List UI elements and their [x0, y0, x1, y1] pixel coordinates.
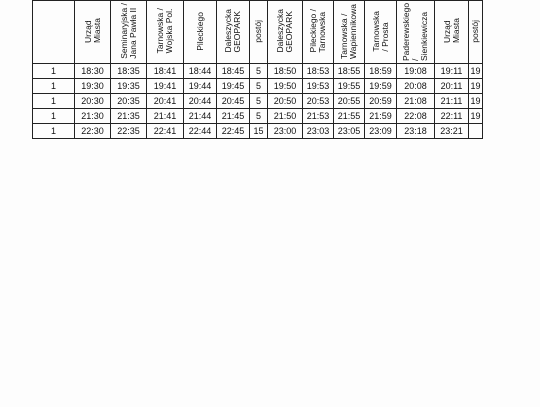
departure-time-cell: 23:21: [435, 124, 469, 139]
table-row: [33, 79, 483, 94]
timetable-header-row: [33, 1, 483, 64]
departure-time-cell: 20:55: [334, 94, 365, 109]
departure-time-cell: 19:55: [334, 79, 365, 94]
route-number-cell: 1: [33, 79, 75, 94]
layover-cell: 19: [469, 64, 483, 79]
departure-time-cell: 22:35: [111, 124, 147, 139]
departure-time-cell: 23:05: [334, 124, 365, 139]
departure-time-cell: 18:41: [147, 64, 184, 79]
header-stop: [303, 1, 334, 64]
header-stop-label: Tarnowska / Wojska Pol.: [155, 8, 174, 54]
departure-time-cell: 21:53: [303, 109, 334, 124]
table-row: [33, 124, 483, 139]
departure-time-cell: 20:08: [397, 79, 435, 94]
departure-time-cell: 20:41: [147, 94, 184, 109]
departure-time-cell: 18:35: [111, 64, 147, 79]
header-stop: [365, 1, 397, 64]
departure-time-cell: 22:11: [435, 109, 469, 124]
header-stop-label: Tarnowska / Prosta: [370, 10, 390, 52]
header-stop: [268, 1, 303, 64]
departure-time-cell: 21:55: [334, 109, 365, 124]
departure-time-cell: 21:45: [217, 109, 250, 124]
header-layover: [469, 1, 483, 64]
departure-time-cell: 20:35: [111, 94, 147, 109]
departure-time-cell: 18:30: [75, 64, 111, 79]
departure-time-cell: 20:50: [268, 94, 303, 109]
departure-time-cell: 19:41: [147, 79, 184, 94]
header-stop-label: Paderewskiego / Sienkiewicza: [401, 2, 429, 61]
table-row: [33, 94, 483, 109]
layover-cell: 5: [250, 94, 268, 109]
departure-time-cell: 18:59: [365, 64, 397, 79]
departure-time-cell: 21:50: [268, 109, 303, 124]
departure-time-cell: 23:00: [268, 124, 303, 139]
header-stop-label: postój: [253, 19, 263, 43]
header-stop: [397, 1, 435, 64]
departure-time-cell: 19:35: [111, 79, 147, 94]
departure-time-cell: 22:08: [397, 109, 435, 124]
header-stop: [184, 1, 217, 64]
departure-time-cell: 19:53: [303, 79, 334, 94]
departure-time-cell: 19:11: [435, 64, 469, 79]
departure-time-cell: 23:18: [397, 124, 435, 139]
departure-time-cell: 21:08: [397, 94, 435, 109]
departure-time-cell: 21:41: [147, 109, 184, 124]
departure-time-cell: 20:59: [365, 94, 397, 109]
departure-time-cell: 18:55: [334, 64, 365, 79]
departure-time-cell: 22:45: [217, 124, 250, 139]
departure-time-cell: 22:41: [147, 124, 184, 139]
header-route-cell: [33, 1, 75, 64]
layover-cell: 19: [469, 79, 483, 94]
layover-cell: 5: [250, 64, 268, 79]
departure-time-cell: 21:11: [435, 94, 469, 109]
header-layover: [250, 1, 268, 64]
departure-time-cell: 22:44: [184, 124, 217, 139]
departure-time-cell: 19:30: [75, 79, 111, 94]
table-row: [33, 109, 483, 124]
header-stop: [334, 1, 365, 64]
header-stop: [217, 1, 250, 64]
departure-time-cell: 20:44: [184, 94, 217, 109]
layover-cell: 19: [469, 94, 483, 109]
layover-cell: 15: [250, 124, 268, 139]
header-stop-label: Daleszycka GEOPARK: [223, 9, 242, 53]
header-stop-label: Urząd Miasta: [441, 18, 461, 44]
departure-time-cell: 22:30: [75, 124, 111, 139]
header-stop-label: postój: [470, 19, 480, 43]
table-row: [33, 64, 483, 79]
departure-time-cell: 21:44: [184, 109, 217, 124]
header-stop: [435, 1, 469, 64]
departure-time-cell: 19:44: [184, 79, 217, 94]
layover-cell: 5: [250, 109, 268, 124]
header-stop-label: Daleszycka GEOPARK: [275, 9, 294, 53]
header-stop-label: Tarnowska / Wapiennikowa: [339, 3, 358, 59]
header-stop: [75, 1, 111, 64]
departure-time-cell: 23:09: [365, 124, 397, 139]
route-number-cell: 1: [33, 124, 75, 139]
departure-time-cell: 19:59: [365, 79, 397, 94]
header-stop-label: Urząd Miasta: [82, 18, 102, 44]
header-stop-label: Pileckiego: [194, 11, 205, 51]
departure-time-cell: 19:08: [397, 64, 435, 79]
route-number-cell: 1: [33, 109, 75, 124]
departure-time-cell: 21:59: [365, 109, 397, 124]
departure-time-cell: 18:50: [268, 64, 303, 79]
departure-time-cell: 20:11: [435, 79, 469, 94]
timetable-body: [33, 64, 483, 139]
route-number-cell: 1: [33, 64, 75, 79]
departure-time-cell: 19:45: [217, 79, 250, 94]
route-number-cell: 1: [33, 94, 75, 109]
departure-time-cell: 20:30: [75, 94, 111, 109]
departure-time-cell: 20:53: [303, 94, 334, 109]
layover-cell: 5: [250, 79, 268, 94]
departure-time-cell: 19:50: [268, 79, 303, 94]
departure-time-cell: 20:45: [217, 94, 250, 109]
departure-time-cell: 18:53: [303, 64, 334, 79]
header-stop: [147, 1, 184, 64]
layover-cell: [469, 124, 483, 139]
departure-time-cell: 23:03: [303, 124, 334, 139]
departure-time-cell: 21:30: [75, 109, 111, 124]
timetable: [32, 0, 483, 139]
header-stop: [111, 1, 147, 64]
departure-time-cell: 18:44: [184, 64, 217, 79]
header-stop-label: Pileckiego / Tarnowska: [308, 9, 327, 53]
layover-cell: 19: [469, 109, 483, 124]
departure-time-cell: 18:45: [217, 64, 250, 79]
departure-time-cell: 21:35: [111, 109, 147, 124]
header-stop-label: Seminaryjska / Jana Pawła II: [118, 3, 138, 59]
